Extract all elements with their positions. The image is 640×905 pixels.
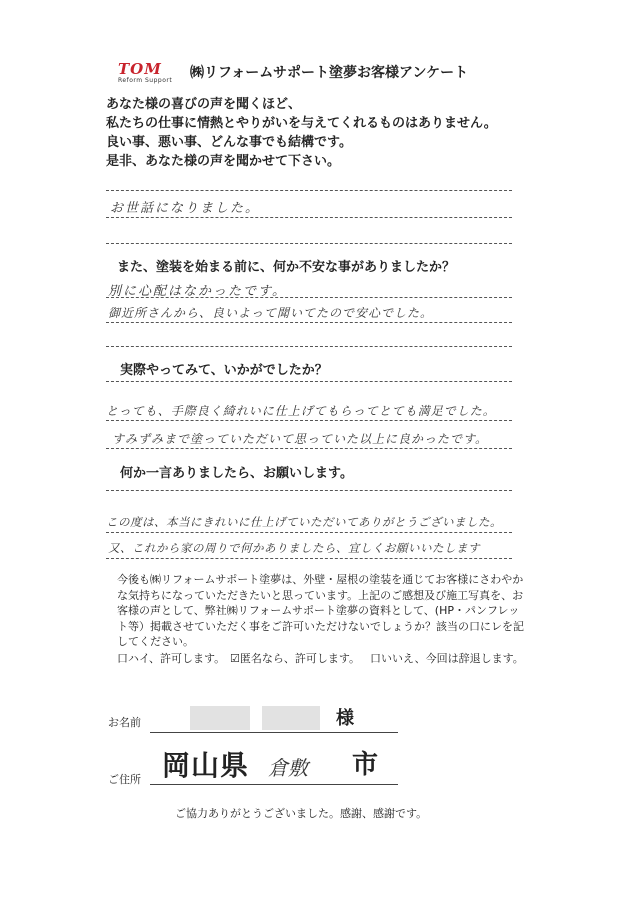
answer-4-line-1: この度は、本当にきれいに仕上げていただいてありがとうございました。 (106, 515, 502, 529)
answer-rule (106, 381, 512, 382)
city-handwritten: 倉敷 (268, 756, 308, 780)
option-allow-anonymous[interactable]: ☑匿名なら、許可します。 (230, 652, 360, 665)
intro-line: あなた様の喜びの声を聞くほど、 (106, 97, 302, 112)
intro-line: 私たちの仕事に情熱とやりがいを与えてくれるものはありません。 (106, 116, 497, 131)
closing-paragraph: 今後も㈱リフォームサポート塗夢は、外壁・屋根の塗装を通じてお客様にさわやかな気持ちになっていただきたいと思っています。上記のご感想及び施工写真を、お客様の声として、弊社㈱リフォームサポート塗夢の資料として、(HP・パンフレット等）掲載させていただく事をご許可いただけないでしょうか？該当の口にレを記してください。 (117, 573, 524, 648)
logo-subtitle: Reform Support (118, 77, 173, 84)
answer-3-line-1: とっても、手際良く綺れいに仕上げてもらってとても満足でした。 (106, 404, 496, 418)
answer-1: お世話になりました。 (110, 201, 261, 216)
answer-rule (106, 346, 512, 347)
option-allow[interactable]: 口ハイ、許可します。 (117, 652, 226, 665)
intro-line: 是非、あなた様の声を聞かせて下さい。 (106, 154, 341, 169)
answer-rule (106, 190, 512, 191)
answer-2-line-1: 別に心配はなかったです。 (108, 284, 287, 299)
intro-text (106, 95, 497, 171)
answer-rule (106, 532, 512, 533)
company-logo (118, 62, 180, 88)
question-3: 実際やってみて、いかがでしたか？ (120, 363, 328, 378)
honorific-sama: 様 (336, 708, 354, 729)
answer-4-line-2: 又、これから家の周りで何かありましたら、宜しくお願いいたします (108, 541, 480, 555)
name-underline (150, 732, 398, 733)
answer-rule (106, 297, 512, 298)
answer-rule (106, 322, 512, 323)
answer-rule (106, 243, 512, 244)
name-label: お名前 (108, 716, 141, 729)
answer-rule (106, 558, 512, 559)
survey-title: ㈱リフォームサポート塗夢お客様アンケート (190, 65, 469, 81)
answer-rule (106, 490, 512, 491)
question-2: また、塗装を始まる前に、何か不安な事がありましたか？ (117, 260, 456, 275)
thanks-message: ご協力ありがとうございました。感謝、感謝です。 (175, 807, 428, 820)
logo-mark: TOM (118, 60, 162, 78)
answer-rule (106, 217, 512, 218)
intro-line: 良い事、悪い事、どんな事でも結構です。 (106, 135, 352, 150)
answer-rule (106, 420, 512, 421)
answer-2-line-2: 御近所さんから、良いよって聞いてたので安心でした。 (108, 306, 434, 320)
address-underline (150, 784, 398, 785)
option-decline[interactable]: 口いいえ、今回は辞退します。 (370, 652, 524, 665)
city-suffix: 市 (352, 750, 379, 780)
redacted-name (262, 706, 320, 730)
address-label: ご住所 (108, 773, 141, 786)
prefecture: 岡山県 (162, 749, 250, 782)
question-4: 何か一言ありましたら、お願いします。 (120, 466, 353, 481)
answer-3-line-2: すみずみまで塗っていただいて思っていた以上に良かったです。 (112, 432, 489, 446)
answer-rule (106, 448, 512, 449)
redacted-name (190, 706, 250, 730)
